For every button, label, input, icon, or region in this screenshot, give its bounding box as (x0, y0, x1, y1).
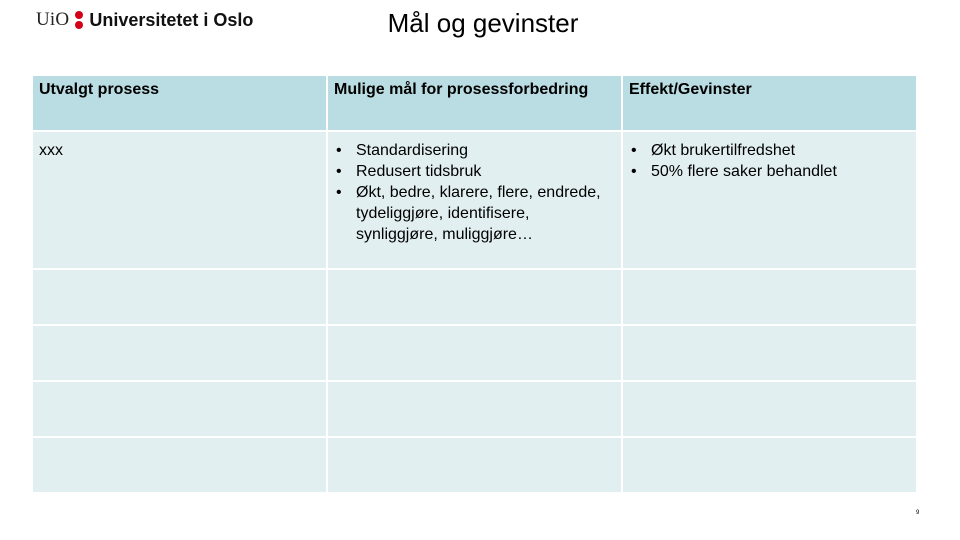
list-item: • Økt brukertilfredshet (629, 140, 910, 161)
table-header-row (32, 75, 917, 131)
empty-cell (32, 325, 327, 381)
empty-cell (327, 381, 622, 437)
page-number: 9 (916, 510, 920, 516)
empty-cell (622, 381, 917, 437)
effects-list (629, 140, 910, 182)
table-row-empty (32, 269, 917, 325)
cell-effects (622, 131, 917, 269)
table-row (32, 131, 917, 269)
cell-process (32, 131, 327, 269)
empty-cell (327, 437, 622, 493)
table-row-empty (32, 381, 917, 437)
table-row-empty (32, 437, 917, 493)
goals-table (31, 74, 918, 494)
list-item: • 50% flere saker behandlet (629, 161, 910, 182)
empty-cell (32, 269, 327, 325)
header-goals: Mulige mål for prosessforbedring (327, 75, 622, 131)
table-row-empty (32, 325, 917, 381)
list-item: • Standardisering (334, 140, 615, 161)
cell-goals (327, 131, 622, 269)
logo-name: Universitetet i Oslo (89, 9, 254, 30)
goals-list (334, 140, 615, 245)
process-value: xxx (39, 142, 63, 159)
empty-cell (32, 381, 327, 437)
empty-cell (327, 269, 622, 325)
list-item: • Økt, bedre, klarere, flere, endrede, tydeliggjøre, identifisere, synliggjøre, muliggjøre… (334, 182, 615, 245)
slide-title: Mål og gevinster (387, 8, 579, 38)
header-effects: Effekt/Gevinster (622, 75, 917, 131)
empty-cell (622, 437, 917, 493)
empty-cell (622, 269, 917, 325)
empty-cell (32, 437, 327, 493)
list-item: • Redusert tidsbruk (334, 161, 615, 182)
header-process: Utvalgt prosess (32, 75, 327, 131)
empty-cell (327, 325, 622, 381)
logo-short: UiO (36, 9, 70, 30)
empty-cell (622, 325, 917, 381)
